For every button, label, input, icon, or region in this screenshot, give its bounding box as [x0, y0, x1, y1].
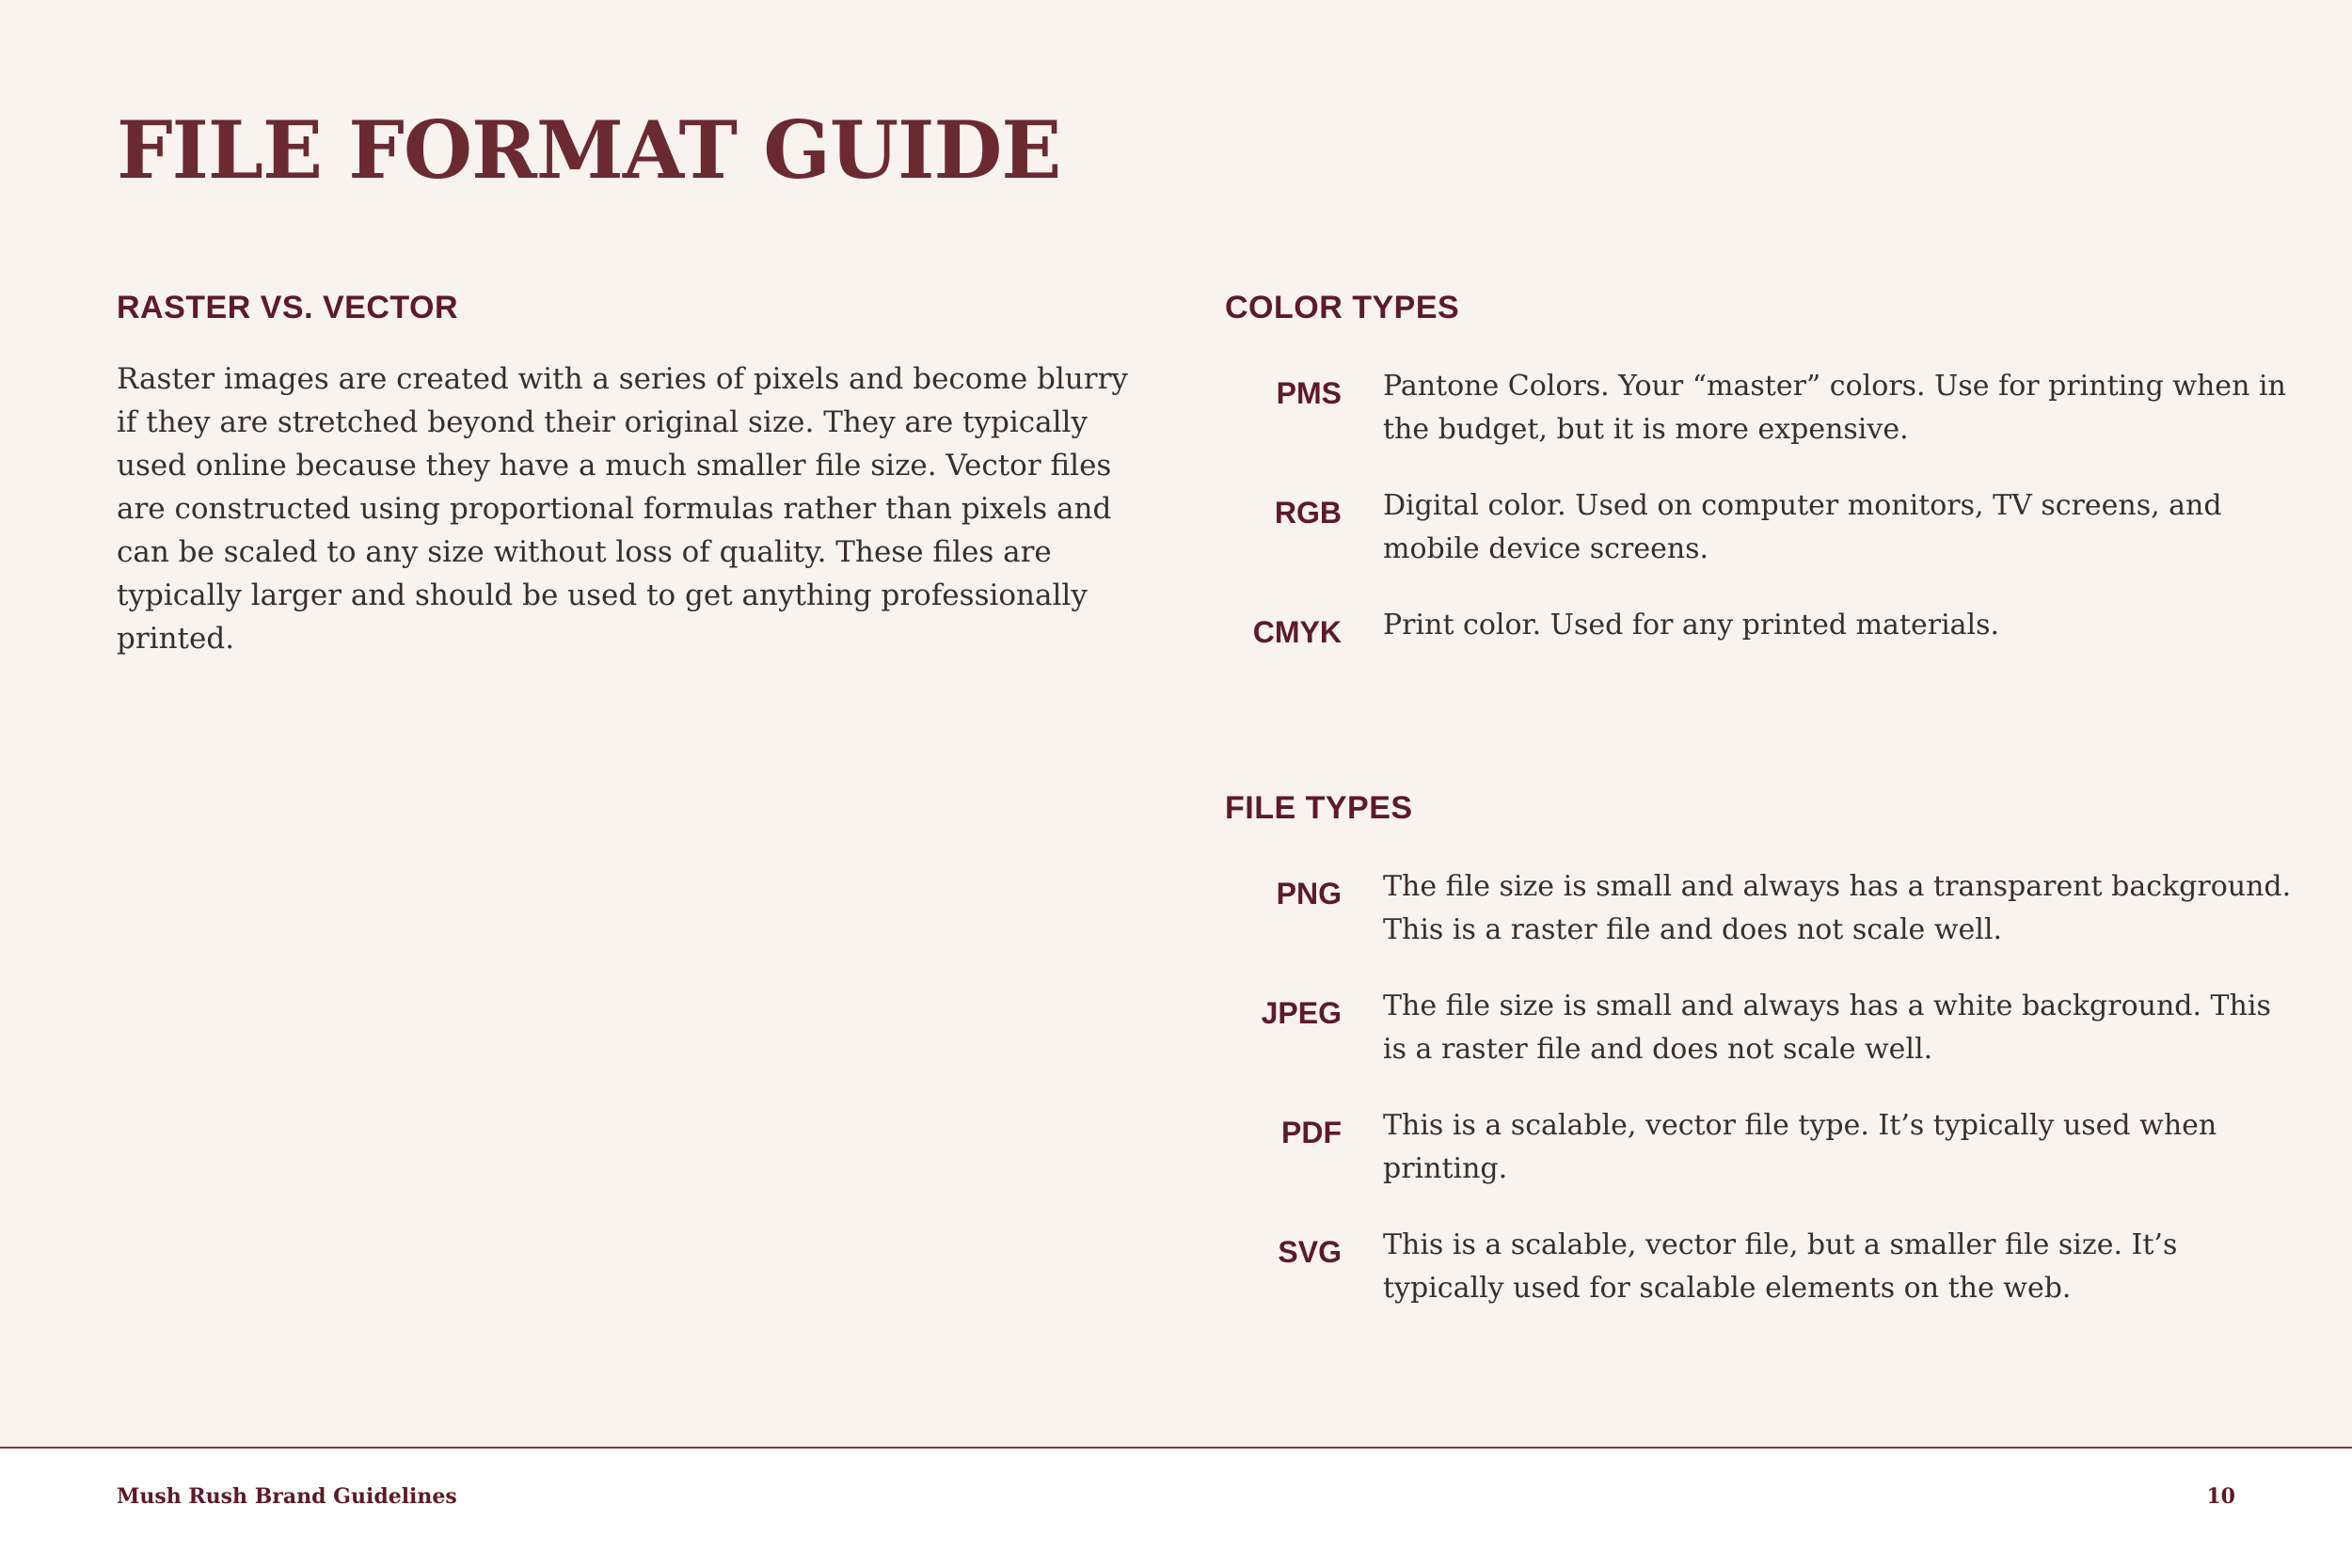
- file-types-heading: FILE TYPES: [1225, 790, 1413, 826]
- color-type-item-rgb: [1225, 484, 2297, 571]
- color-type-term: CMYK: [1252, 615, 1342, 649]
- file-type-description: The file size is small and always has a transparent background. This is a raster file and does not scale well.: [1383, 870, 2292, 946]
- raster-vector-body: Raster images are created with a series of pixels and become blurry if they are stretched beyond their original size. They are typically used online because they have a much smaller file size. Vector files are constructed using proportional formulas rather than pixels and can be scaled to any size without loss of quality. These files are typically larger and should be used to get anything professionally printed.: [117, 362, 1128, 656]
- page-title: FILE FORMAT GUIDE: [117, 103, 1061, 197]
- color-type-description: Print color. Used for any printed materials.: [1383, 609, 2000, 641]
- file-type-item-pdf: [1225, 1104, 2297, 1191]
- raster-vector-heading: RASTER VS. VECTOR: [117, 290, 459, 325]
- file-type-item-svg: [1225, 1224, 2297, 1310]
- color-type-item-pms: [1225, 365, 2297, 451]
- color-type-item-cmyk: [1225, 604, 2297, 690]
- color-types-heading: COLOR TYPES: [1225, 290, 1460, 325]
- file-type-description: This is a scalable, vector file, but a smaller file size. It’s typically used for scalable elements on the web.: [1383, 1228, 2178, 1305]
- color-type-term: RGB: [1274, 496, 1342, 530]
- footer-document-name: Mush Rush Brand Guidelines: [117, 1484, 457, 1509]
- color-types-list: [1225, 365, 2297, 723]
- file-type-item-png: [1225, 865, 2297, 952]
- color-type-description: Pantone Colors. Your “master” colors. Use for printing when in the budget, but it is more expensive.: [1383, 370, 2286, 446]
- file-type-description: The file size is small and always has a white background. This is a raster file and does not scale well.: [1383, 990, 2271, 1066]
- file-type-term: PDF: [1281, 1116, 1342, 1149]
- file-type-term: SVG: [1278, 1235, 1342, 1269]
- file-type-description: This is a scalable, vector file type. It’s typically used when printing.: [1383, 1109, 2217, 1185]
- color-type-term: PMS: [1276, 376, 1342, 410]
- file-type-term: JPEG: [1261, 996, 1342, 1030]
- footer-page-number: 10: [2206, 1484, 2235, 1509]
- file-type-term: PNG: [1276, 877, 1342, 911]
- file-type-item-jpeg: [1225, 985, 2297, 1071]
- color-type-description: Digital color. Used on computer monitors, TV screens, and mobile device screens.: [1383, 489, 2222, 565]
- footer-divider: [0, 1447, 2352, 1449]
- file-types-list: [1225, 865, 2297, 1343]
